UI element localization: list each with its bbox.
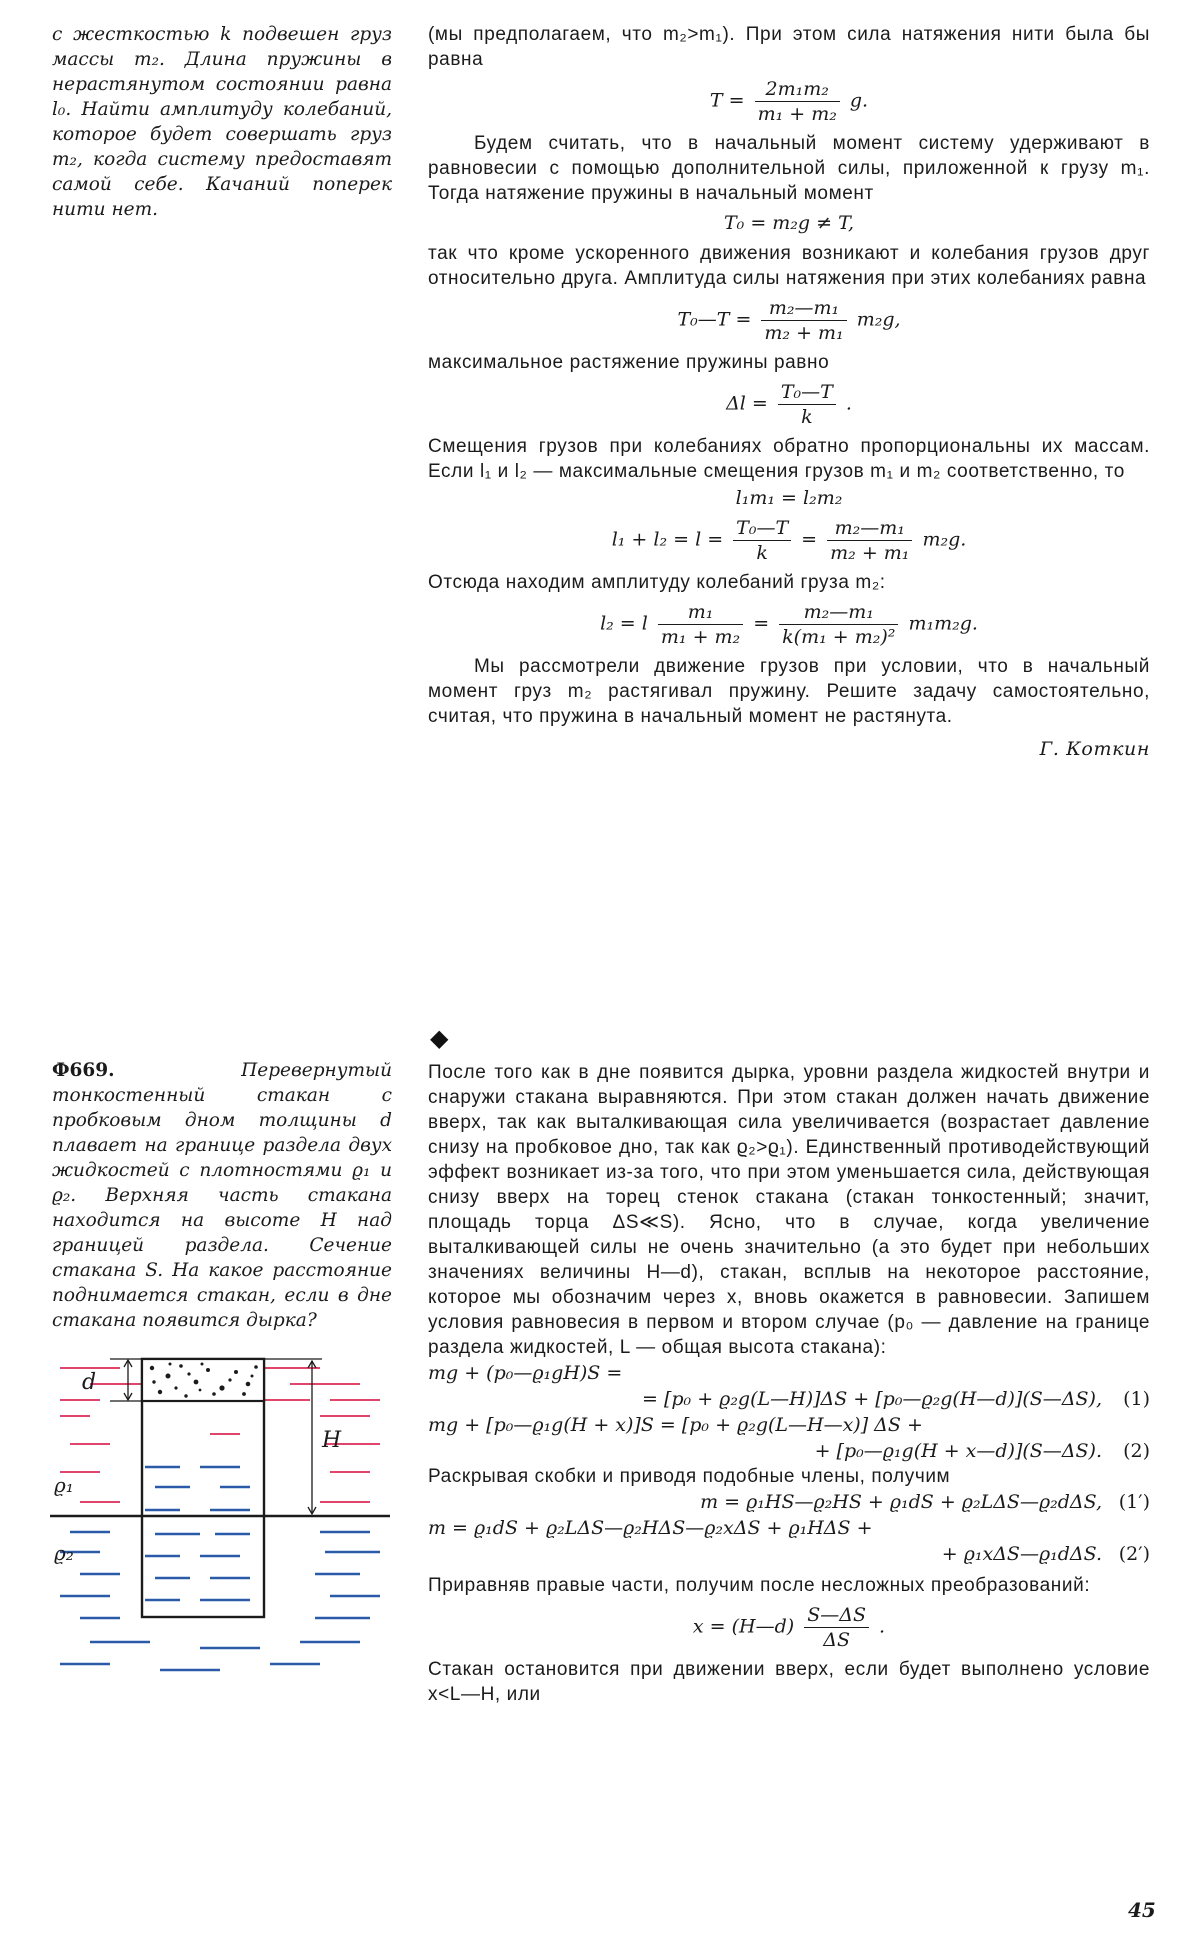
equation-2-prime-line-b (428, 1541, 1150, 1567)
eq-term: x = (H—d) (692, 1615, 795, 1638)
numerator: S—ΔS (804, 1603, 869, 1628)
equation-l-b (428, 516, 1150, 565)
numerator: T₀—T (778, 380, 836, 405)
paragraph: максимальное растяжение пружины равно (428, 352, 830, 373)
page-number: 45 (1128, 1898, 1156, 1922)
eq-term: T₀—T = (677, 308, 752, 331)
sidebar-problem-f669 (52, 1058, 392, 1333)
eq-term: m₂g, (856, 308, 901, 331)
eq-term: = (753, 612, 770, 635)
numerator: m₂—m₁ (761, 296, 846, 321)
eq-term: + ϱ₁xΔS—ϱ₁dΔS. (941, 1543, 1102, 1565)
paragraph: Приравняв правые части, получим после несложных преобразований: (428, 1575, 1091, 1596)
equation-1-line-a: mg + (p₀—ϱ₁gH)S = (428, 1362, 623, 1384)
sidebar-problem-top (52, 22, 392, 222)
equation-number: (1) (1123, 1388, 1150, 1410)
fraction (827, 516, 912, 565)
denominator: k (801, 406, 813, 428)
eq-term: g. (849, 89, 869, 112)
eq-term: + [p₀—ϱ₁g(H + x—d)](S—ΔS). (814, 1440, 1102, 1462)
denominator: ΔS (823, 1629, 850, 1651)
eq-term: = (801, 528, 818, 551)
paragraph: После того как в дне появится дырка, уровни раздела жидкостей внутри и снаружи стакана выравняются. При этом стакан должен начать движение вверх, так как выталкивающая сила увеличивается (возрастает давление снизу на пробковое дно, так как ϱ₂>ϱ₁). Единственный противодействующий эффект возникает из-за того, что при этом уменьшается сила, действующая снизу вверх на торец стенок стакана (стакан тонкостенный; значит, площадь торца ΔS≪S). Ясно, что в случае, когда увеличение выталкивающей силы не очень значительно (а это будет при небольших значениях величины H—d), стакан, всплыв на некоторое расстояние, которое мы обозначим через x, вновь окажется в равновесии. Запишем условия равновесия в первом и втором случае (p₀ — давление на границе раздела жидкостей, L — общая высота стакана): (428, 1062, 1150, 1358)
paragraph: Отсюда находим амплитуду колебаний груза m₂: (428, 572, 886, 593)
denominator: m₂ + m₁ (830, 542, 910, 564)
numerator: m₂—m₁ (827, 516, 912, 541)
numerator: m₁ (658, 600, 743, 625)
lower-liquid-lines (60, 1467, 380, 1670)
fraction (658, 600, 743, 649)
fraction (755, 77, 840, 126)
eq-term: . (879, 1615, 886, 1638)
fraction (733, 516, 791, 565)
problem-text-top: с жесткостью k подвешен груз массы m₂. Длина пружины в нерастянутом состоянии равна l₀. Найти амплитуду колебаний, которое будет совершать груз m₂, когда систему предоставят самой себе. Качаний поперек нити нет. (52, 24, 392, 220)
glass-diagram (50, 1352, 390, 1682)
paragraph: Смещения грузов при колебаниях обратно пропорциональны их массам. Если l₁ и l₂ — максимальные смещения грузов m₁ и m₂ соответственно, то (428, 436, 1150, 482)
fraction (779, 600, 898, 649)
equation-number: (1′) (1118, 1491, 1150, 1513)
eq-term: T = (709, 89, 745, 112)
eq-term: = [p₀ + ϱ₂g(L—H)]ΔS + [p₀—ϱ₂g(H—d)](S—ΔS), (642, 1388, 1102, 1410)
equation-tension (428, 77, 1150, 126)
denominator: k (756, 542, 768, 564)
paragraph: (мы предполагаем, что m₂>m₁). При этом сила натяжения нити была бы равна (428, 24, 1150, 70)
eq-term: m₁m₂g. (908, 612, 978, 635)
eq-term: Δl = (726, 392, 768, 415)
paragraph: так что кроме ускоренного движения возникают и колебания грузов друг относительно друга. Амплитуда силы натяжения при этих колебаниях равна (428, 243, 1150, 289)
equation-2-line-b (428, 1438, 1150, 1464)
eq-term: l₁ + l₂ = l = (611, 528, 724, 551)
equation-number: (2) (1123, 1440, 1150, 1462)
equation-number: (2′) (1118, 1543, 1150, 1565)
equation-1-line-b (428, 1386, 1150, 1412)
eq-term: . (845, 392, 852, 415)
equation-t0: T₀ = m₂g ≠ T, (723, 212, 854, 234)
equation-amplitude (428, 296, 1150, 345)
glass-figure (50, 1352, 390, 1686)
paragraph: Будем считать, что в начальный момент систему удерживают в равновесии с помощью дополнительной силы, приложенной к грузу m₁. Тогда натяжение пружины в начальный момент (428, 133, 1150, 204)
solution-1 (428, 22, 1150, 762)
paragraph: Стакан остановится при движении вверх, если будет выполнено условие x<L—H, или (428, 1659, 1150, 1705)
label-rho1: ϱ₁ (54, 1473, 74, 1497)
problem-text-f669: Перевернутый тонкостенный стакан с пробковым дном толщины d плавает на границе раздела двух жидкостей с плотностями ϱ₁ и ϱ₂. Верхняя часть стакана находится на высоте H над границей раздела. Сечение стакана S. На какое расстояние поднимается стакан, если в дне стакана появится дырка? (52, 1060, 392, 1331)
fraction (778, 380, 836, 429)
denominator: m₁ + m₂ (660, 626, 741, 648)
problem-number: Ф669. (52, 1060, 115, 1081)
equation-delta-l (428, 380, 1150, 429)
denominator: k(m₁ + m₂)² (782, 626, 896, 648)
equation-l-a: l₁m₁ = l₂m₂ (735, 487, 843, 509)
fraction (761, 296, 846, 345)
equation-2-line-a: mg + [p₀—ϱ₁g(H + x)]S = [p₀ + ϱ₂g(L—H—x)] ΔS + (428, 1414, 923, 1436)
denominator: m₂ + m₁ (764, 322, 844, 344)
section-separator: ◆ (430, 1024, 449, 1052)
label-d: d (82, 1370, 97, 1395)
solution-2 (428, 1060, 1150, 1707)
eq-term: m₂g. (922, 528, 967, 551)
label-rho2: ϱ₂ (54, 1541, 74, 1565)
paragraph: Мы рассмотрели движение грузов при условии, что в начальный момент груз m₂ растягивал пружину. Решите задачу самостоятельно, считая, что пружина в начальный момент не растянута. (428, 656, 1150, 727)
author-signature: Г. Коткин (1039, 738, 1150, 760)
equation-1-prime (428, 1489, 1150, 1515)
numerator: m₂—m₁ (779, 600, 898, 625)
paragraph: Раскрывая скобки и приводя подобные члены, получим (428, 1466, 951, 1487)
label-h: H (322, 1428, 342, 1453)
equation-l2 (428, 600, 1150, 649)
equation-x (428, 1603, 1150, 1652)
eq-term: l₂ = l (600, 612, 648, 635)
numerator: T₀—T (733, 516, 791, 541)
eq-term: m = ϱ₁HS—ϱ₂HS + ϱ₁dS + ϱ₂LΔS—ϱ₂dΔS, (700, 1491, 1102, 1513)
fraction (804, 1603, 869, 1652)
denominator: m₁ + m₂ (757, 103, 837, 125)
numerator: 2m₁m₂ (755, 77, 840, 102)
equation-2-prime-line-a: m = ϱ₁dS + ϱ₂LΔS—ϱ₂HΔS—ϱ₂xΔS + ϱ₁HΔS + (428, 1517, 873, 1539)
